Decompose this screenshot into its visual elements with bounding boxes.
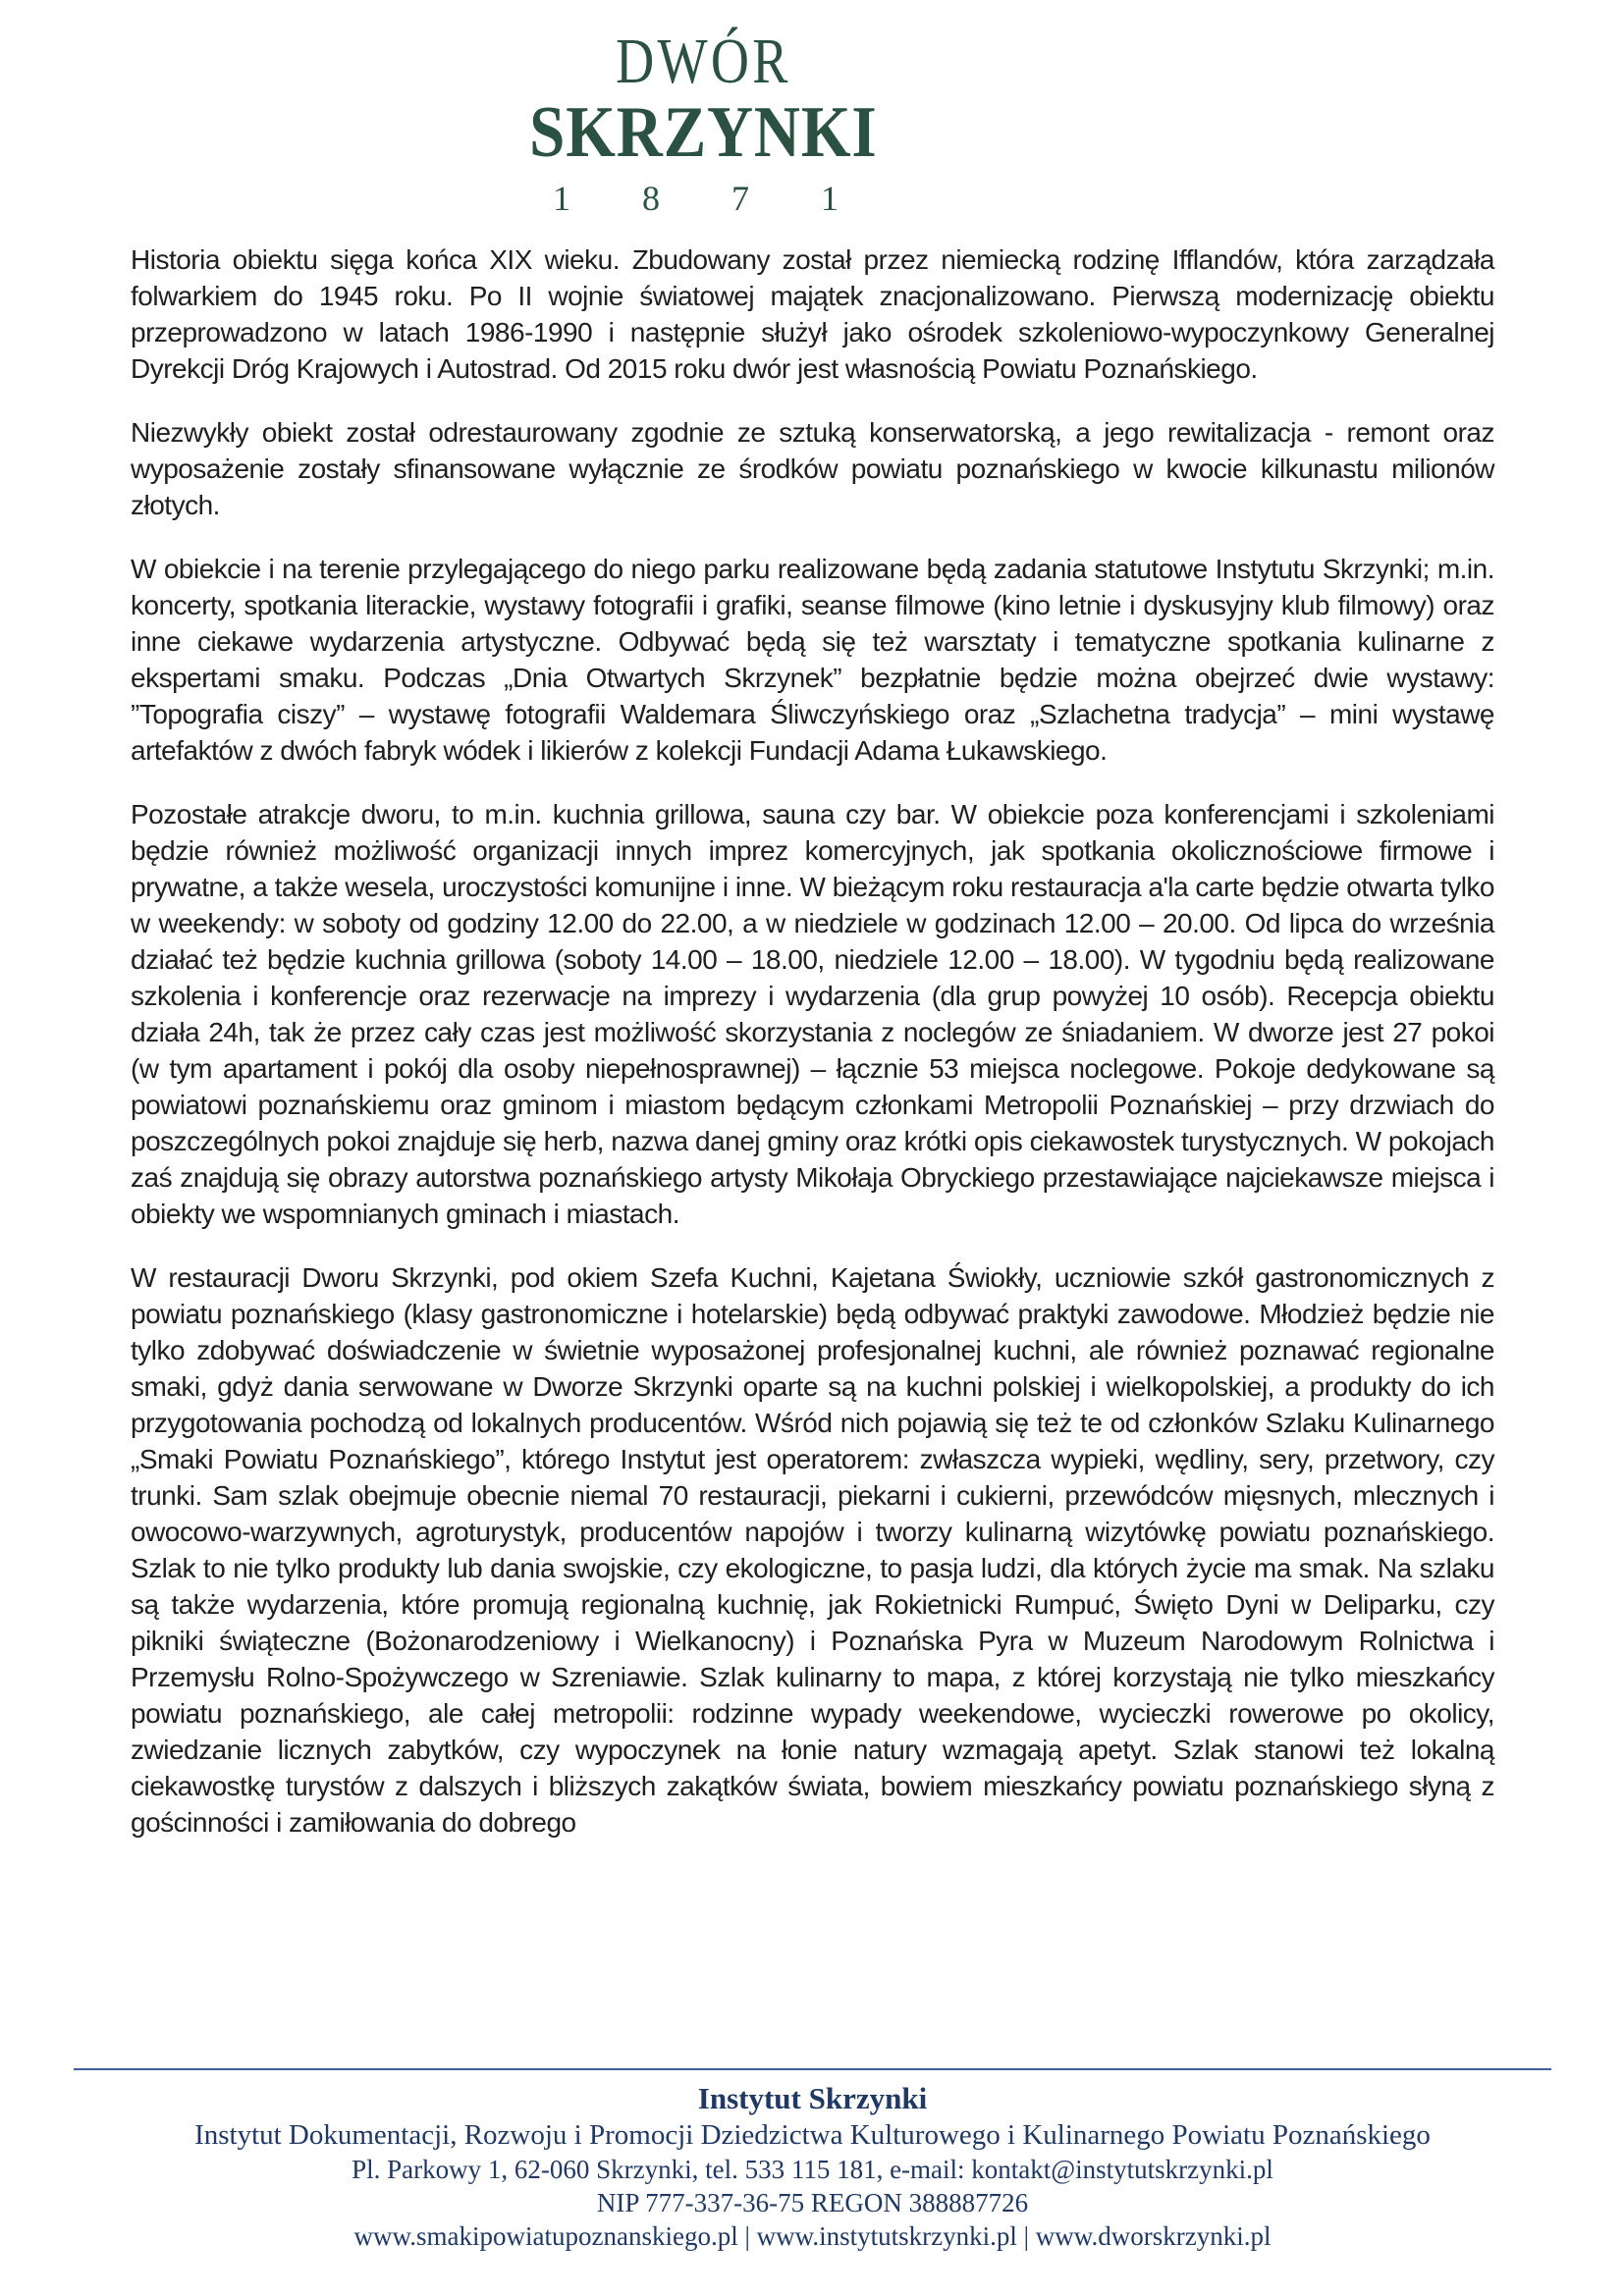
body-paragraph-events: W obiekcie i na terenie przylegającego do niego parku realizowane będą zadania statutowe Instytutu Skrzynki; m.in. koncerty, spotkania literackie, wystawy fotografii i grafiki, seanse filmowe (kino letnie i dyskusyjny klub filmowy) oraz inne ciekawe wydarzenia artystyczne. Odbywać będą się też warsztaty i tematyczne spotkania kulinarne z ekspertami smaku. Podczas „Dnia Otwartych Skrzynek” bezpłatnie będzie można obejrzeć dwie wystawy: ”Topografia ciszy” – wystawę fotografii Waldemara Śliwczyńskiego oraz „Szlachetna tradycja” – mini wystawę artefaktów z dwóch fabryk wódek i likierów z kolekcji Fundacji Adama Łukawskiego. <box>131 554 1494 766</box>
document-body <box>131 241 1494 1841</box>
body-paragraph-history: Historia obiektu sięga końca XIX wieku. Zbudowany został przez niemiecką rodzinę Ifflandów, która zarządzała folwarkiem do 1945 roku. Po II wojnie światowej majątek znacjonalizowano. Pierwszą modernizację obiektu przeprowadzono w latach 1986-1990 i następnie służył jako ośrodek szkoleniowo-wypoczynkowy Generalnej Dyrekcji Dróg Krajowych i Autostrad. Od 2015 roku dwór jest własnością Powiatu Poznańskiego. <box>131 244 1494 384</box>
footer-org-full-name: Instytut Dokumentacji, Rozwoju i Promocji Dziedzictwa Kulturowego i Kulinarnego Powiatu Poznańskiego <box>194 2119 1431 2151</box>
logo-word-skrzynki: SKRZYNKI <box>529 92 878 173</box>
logo-year-1871: 1 8 7 1 <box>552 179 870 218</box>
footer-registry-line: NIP 777-337-36-75 REGON 388887726 <box>596 2188 1029 2217</box>
footer-org-name: Instytut Skrzynki <box>697 2081 928 2115</box>
footer-websites-line: www.smakipowiatupoznanskiego.pl | www.instytutskrzynki.pl | www.dworskrzynki.pl <box>353 2221 1272 2251</box>
body-paragraph-restoration: Niezwykły obiekt został odrestaurowany zgodnie ze sztuką konserwatorską, a jego rewitalizacja - remont oraz wyposażenie zostały sfinansowane wyłącznie ze środków powiatu poznańskiego w kwocie kilkunastu milionów złotych. <box>131 417 1494 520</box>
logo-word-dwor: DWÓR <box>616 26 791 97</box>
body-paragraph-restaurant: W restauracji Dworu Skrzynki, pod okiem Szefa Kuchni, Kajetana Świokły, uczniowie szkół gastronomicznych z powiatu poznańskiego (klasy gastronomiczne i hotelarskie) będą odbywać praktyki zawodowe. Młodzież będzie nie tylko zdobywać doświadczenie w świetnie wyposażonej profesjonalnej kuchni, ale również poznawać regionalne smaki, gdyż dania serwowane w Dworze Skrzynki oparte są na kuchni polskiej i wielkopolskiej, a produkty do ich przygotowania pochodzą od lokalnych producentów. Wśród nich pojawią się też te od członków Szlaku Kulinarnego „Smaki Powiatu Poznańskiego”, którego Instytut jest operatorem: zwłaszcza wypieki, wędliny, sery, przetwory, czy trunki. Sam szlak obejmuje obecnie niemal 70 restauracji, piekarni i cukierni, przewódców mięsnych, mlecznych i owocowo-warzywnych, agroturystyk, producentów napojów i tworzy kulinarną wizytówkę powiatu poznańskiego. Szlak to nie tylko produkty lub dania swojskie, czy ekologiczne, to pasja ludzi, dla których życie ma smak. Na szlaku są także wydarzenia, które promują regionalną kuchnię, jak Rokietnicki Rumpuć, Święto Dyni w Deliparku, czy pikniki świąteczne (Bożonarodzeniowy i Wielkanocny) i Poznańska Pyra w Muzeum Narodowym Rolnictwa i Przemysłu Rolno-Spożywczego w Szreniawie. Szlak kulinarny to mapa, z której korzystają nie tylko mieszkańcy powiatu poznańskiego, ale całej metropolii: rodzinne wypady weekendowe, wycieczki rowerowe po okolicy, zwiedzanie licznych zabytków, czy wypoczynek na łonie natury wzmagają apetyt. Szlak stanowi też lokalną ciekawostkę turystów z dalszych i bliższych zakątków świata, bowiem mieszkańcy powiatu poznańskiego słyną z gościnności i zamiłowania do dobrego <box>131 1262 1494 1838</box>
footer <box>74 2068 1551 2253</box>
logo-lockup <box>506 26 901 218</box>
logo <box>131 26 1494 218</box>
footer-address-line: Pl. Parkowy 1, 62-060 Skrzynki, tel. 533 115 181, e-mail: kontakt@instytutskrzynki.pl <box>352 2155 1273 2184</box>
body-paragraph-attractions: Pozostałe atrakcje dworu, to m.in. kuchnia grillowa, sauna czy bar. W obiekcie poza konferencjami i szkoleniami będzie również możliwość organizacji innych imprez komercyjnych, jak spotkania okolicznościowe firmowe i prywatne, a także wesela, uroczystości komunijne i inne. W bieżącym roku restauracja a'la carte będzie otwarta tylko w weekendy: w soboty od godziny 12.00 do 22.00, a w niedziele w godzinach 12.00 – 20.00. Od lipca do września działać też będzie kuchnia grillowa (soboty 14.00 – 18.00, niedziele 12.00 – 18.00). W tygodniu będą realizowane szkolenia i konferencje oraz rezerwacje na imprezy i wydarzenia (dla grup powyżej 10 osób). Recepcja obiektu działa 24h, tak że przez cały czas jest możliwość skorzystania z noclegów ze śniadaniem. W dworze jest 27 pokoi (w tym apartament i pokój dla osoby niepełnosprawnej) – łącznie 53 miejsca noclegowe. Pokoje dedykowane są powiatowi poznańskiemu oraz gminom i miastom będącym członkami Metropolii Poznańskiej – przy drzwiach do poszczególnych pokoi znajduje się herb, nazwa danej gminy oraz krótki opis ciekawostek turystycznych. W pokojach zaś znajdują się obrazy autorstwa poznańskiego artysty Mikołaja Obryckiego przestawiające najciekawsze miejsca i obiekty we wspomnianych gminach i miastach. <box>131 799 1494 1229</box>
